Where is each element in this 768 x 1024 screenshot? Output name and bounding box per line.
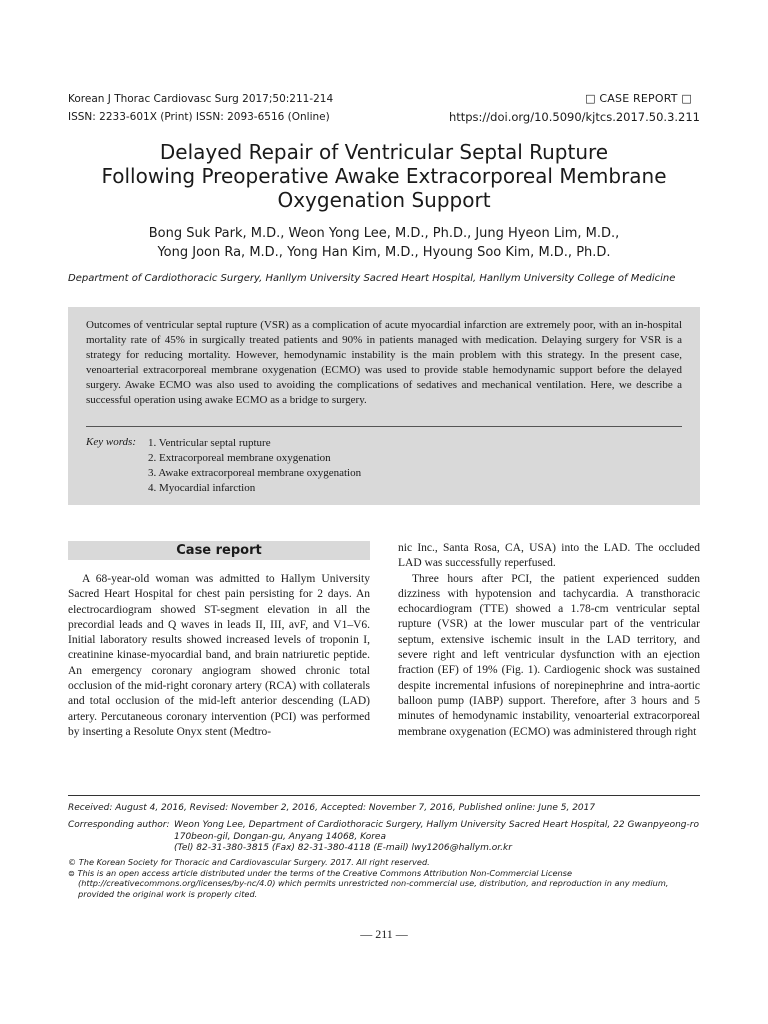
author-line: Bong Suk Park, M.D., Weon Yong Lee, M.D., Ph.D., Jung Hyeon Lim, M.D., bbox=[148, 226, 620, 241]
body-column-left bbox=[68, 572, 370, 740]
title-line: Delayed Repair of Ventricular Septal Rupture bbox=[159, 140, 609, 164]
title-line: Following Preoperative Awake Extracorporeal Membrane bbox=[101, 164, 667, 188]
corresponding-line: (Tel) 82-31-380-3815 (Fax) 82-31-380-4118 (E-mail) lwy1206@hallym.or.kr bbox=[174, 843, 512, 853]
keyword-item: 2. Extracorporeal membrane oxygenation bbox=[148, 452, 331, 464]
abstract-text: Outcomes of ventricular septal rupture (VSR) as a complication of acute myocardial infarction are extremely poor, with an in-hospital mortality rate of 45% in surgically treated patients and 90% in patients managed with medication. Delaying surgery for VSR is a strategy for reducing mortality. However, hemodynamic instability is the main problem with this strategy. In the present case, venoarterial extracorporeal membrane oxygenation (ECMO) was used to provide stable hemodynamic support before the delayed surgery. Awake ECMO was also used to avoiding the complications of sedatives and mechanical ventilation. Here, we describe a successful operation using awake ECMO as a bridge to surgery. bbox=[86, 319, 682, 406]
corresponding-line: Weon Yong Lee, Department of Cardiothoracic Surgery, Hallym University Sacred Heart Hospital, 22 Gwanpyeong-ro bbox=[174, 820, 699, 830]
body-paragraph: Three hours after PCI, the patient experienced sudden dizziness with hypotension and tachycardia. A transthoracic echocardiogram (TTE) showed a 1.78-cm ventricular septal rupture (VSR) at the lower muscular part of the ventricular septum, extensive ischemic insult in the LAD territory, and severe right and left ventricular dysfunction with an ejection fraction (EF) of 19% (Fig. 1). Cardiogenic shock was sustained despite incremental infusions of norepinephrine and intra-aortic balloon pump (IABP) support. Therefore, after 3 hours and 5 minutes of hemodynamic instability, venoarterial extracorporeal membrane oxygenation (ECMO) was administered through right bbox=[398, 572, 700, 738]
corresponding-details bbox=[174, 820, 708, 855]
title-line: Oxygenation Support bbox=[277, 188, 491, 212]
author-list bbox=[60, 224, 708, 262]
body-paragraph: A 68-year-old woman was admitted to Hallym University Sacred Heart Hospital for chest pain persisting for 2 days. An electrocardiogram showed ST-segment elevation in all the precordial leads and Q waves in leads II, III, avF, and V1–V6. Initial laboratory results showed increased levels of troponin I, creatinine kinase-myocardial band, and brain natriuretic peptide. An emergency coronary angiogram showed chronic total occlusion of the mid-right coronary artery (RCA) with collaterals and total occlusion of the mid-left anterior descending (LAD) artery. Percutaneous coronary intervention (PCI) was performed by inserting a Resolute Onyx stent (Medtro- bbox=[68, 573, 370, 738]
author-line: Yong Joon Ra, M.D., Yong Han Kim, M.D., Hyoung Soo Kim, M.D., Ph.D. bbox=[157, 245, 611, 260]
body-paragraph: nic Inc., Santa Rosa, CA, USA) into the LAD. The occluded LAD was successfully reperfused. bbox=[398, 542, 700, 570]
keywords-list bbox=[148, 436, 361, 496]
affiliation: Department of Cardiothoracic Surgery, Hanllym University Sacred Heart Hospital, Hanllym University College of Medicine bbox=[68, 273, 676, 284]
issn-line: ISSN: 2233-601X (Print) ISSN: 2093-6516 (Online) bbox=[68, 111, 330, 123]
abstract-box bbox=[68, 307, 700, 505]
received-dates: Received: August 4, 2016, Revised: November 2, 2016, Accepted: November 7, 2016, Published online: June 5, 2017 bbox=[68, 803, 596, 813]
footer-divider bbox=[68, 795, 700, 796]
doi-link[interactable]: https://doi.org/10.5090/kjtcs.2017.50.3.211 bbox=[448, 110, 700, 124]
article-type-label: □ CASE REPORT □ bbox=[585, 92, 692, 105]
copyright-notice bbox=[68, 857, 702, 899]
article-title bbox=[60, 140, 708, 212]
license-line: ⊜ This is an open access article distributed under the terms of the Creative Commons Attribution Non-Commercial License (http://creativecommons.org/licenses/by-nc/4.0) which permits unrestricted non-commercial use, distribution, and reproduction in any medium, provided the original work is properly cited. bbox=[68, 867, 669, 899]
keyword-item: 3. Awake extracorporeal membrane oxygenation bbox=[148, 467, 362, 479]
corresponding-line: 170beon-gil, Dongan-gu, Anyang 14068, Korea bbox=[174, 831, 386, 842]
keyword-item: 1. Ventricular septal rupture bbox=[148, 437, 271, 449]
keywords-label: Key words: bbox=[86, 436, 137, 448]
section-heading: Case report bbox=[176, 543, 262, 558]
page-number: — 211 — bbox=[360, 927, 408, 941]
journal-citation: Korean J Thorac Cardiovasc Surg 2017;50:211-214 bbox=[68, 93, 334, 105]
body-column-right bbox=[398, 541, 700, 740]
copyright-line: © The Korean Society for Thoracic and Cardiovascular Surgery. 2017. All right reserved. bbox=[68, 857, 430, 867]
keywords-divider bbox=[86, 426, 682, 427]
corresponding-label: Corresponding author: bbox=[68, 820, 170, 830]
section-heading-bar bbox=[68, 541, 370, 560]
keyword-item: 4. Myocardial infarction bbox=[148, 482, 256, 494]
